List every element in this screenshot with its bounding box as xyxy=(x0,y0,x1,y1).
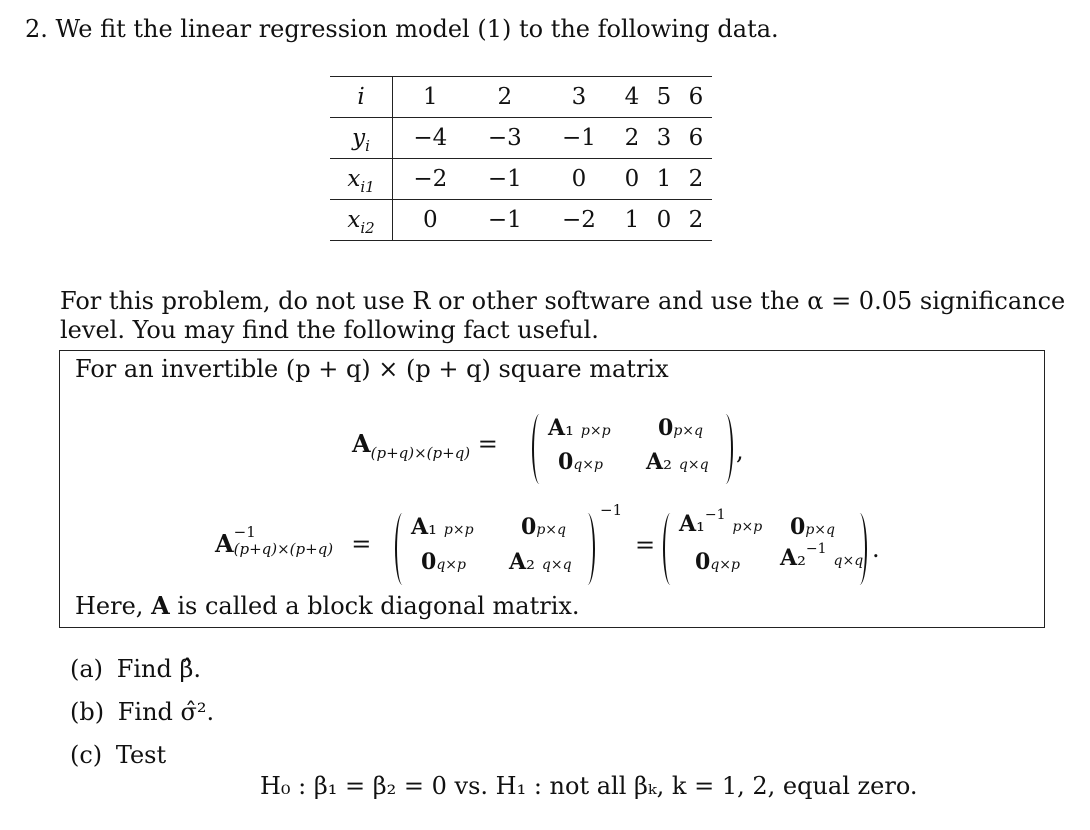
eq2-period: . xyxy=(872,535,880,563)
row-label: i xyxy=(330,77,393,118)
eq1-comma: , xyxy=(736,437,744,465)
part-b-text: Find σ̂². xyxy=(117,698,215,726)
eq2-inverse-exponent: −1 xyxy=(600,501,623,519)
part-a-text: Find β̂. xyxy=(116,655,201,683)
table-cell: 3 xyxy=(656,125,672,151)
eq1-a12: 0p×q xyxy=(658,415,703,441)
part-c-label: (c) xyxy=(70,741,103,769)
table-cell: 5 xyxy=(656,84,672,110)
table-cell: 6 xyxy=(688,125,704,151)
table-cell: 1 xyxy=(624,207,640,233)
table-cell: −3 xyxy=(487,125,522,151)
instruction-line-2: level. You may find the following fact useful. xyxy=(60,316,599,344)
equation-1-lhs: $A_{(p+q)\times(p+q)}$ = xyxy=(352,429,498,462)
table-cell: 2 xyxy=(688,207,704,233)
table-cell: 2 xyxy=(688,166,704,192)
eq2-equals: = xyxy=(635,531,656,559)
eq2-right-paren-1 xyxy=(580,513,595,585)
eq2-b12: 0p×q xyxy=(790,514,835,540)
eq2-left-paren-1 xyxy=(395,513,410,585)
table-cell: 1 xyxy=(423,84,438,110)
table-cell: −1 xyxy=(561,125,596,151)
table-cell: 3 xyxy=(571,84,587,110)
part-c xyxy=(70,741,166,769)
eq1-left-paren xyxy=(532,414,547,484)
table-row xyxy=(330,77,712,118)
table-cell: −1 xyxy=(487,207,522,233)
table-row xyxy=(330,118,712,159)
instruction-line-1: For this problem, do not use R or other software and use the α = 0.05 significance xyxy=(60,287,1066,315)
fact-box xyxy=(59,350,1045,628)
eq1-a21: 0q×p xyxy=(558,449,603,475)
table-cell: 2 xyxy=(497,84,513,110)
row-label: $x_{i2}$ xyxy=(330,200,393,241)
eq2-a12: 0p×q xyxy=(521,514,566,540)
data-table xyxy=(330,76,712,241)
eq2-left-paren-2 xyxy=(663,513,678,585)
eq2-right-paren-2 xyxy=(852,513,867,585)
table-cell: 6 xyxy=(688,84,704,110)
fact-closing: Here, A is called a block diagonal matrix. xyxy=(75,591,580,620)
part-c-text: Test xyxy=(115,741,167,769)
row-label: $x_{i1}$ xyxy=(330,159,393,200)
table-cell: −2 xyxy=(561,207,596,233)
row-label: $y_i$ xyxy=(330,118,393,159)
eq1-a11: A₁ p×p xyxy=(548,415,611,441)
eq2-b21: 0q×p xyxy=(695,549,740,575)
table-cell: −4 xyxy=(413,125,448,151)
table-cell: 0 xyxy=(423,207,438,233)
table-cell: −1 xyxy=(487,166,522,192)
eq2-a21: 0q×p xyxy=(421,549,466,575)
table-cell: 0 xyxy=(624,166,640,192)
part-a-label: (a) xyxy=(70,655,104,683)
table-cell: −2 xyxy=(413,166,448,192)
part-b xyxy=(70,698,214,726)
table-row xyxy=(330,200,712,241)
equation-2-lhs: A −1 (p+q)×(p+q) = xyxy=(215,523,372,558)
table-row xyxy=(330,159,712,200)
table-cell: 4 xyxy=(624,84,640,110)
problem-heading: 2. We fit the linear regression model (1) to the following data. xyxy=(25,15,779,43)
part-a xyxy=(70,655,201,683)
eq2-a22: A₂ q×q xyxy=(509,549,572,575)
hypothesis: H₀ : β₁ = β₂ = 0 vs. H₁ : not all βₖ, k = 1, 2, equal zero. xyxy=(260,772,918,800)
table-cell: 2 xyxy=(624,125,640,151)
fact-intro: For an invertible (p + q) × (p + q) square matrix xyxy=(75,355,669,383)
eq2-a11: A₁ p×p xyxy=(411,514,474,540)
table-cell: 0 xyxy=(571,166,587,192)
eq1-a22: A₂ q×q xyxy=(646,449,709,475)
eq2-b11: A₁$^{-1}$ p×p xyxy=(679,507,763,537)
eq1-right-paren xyxy=(718,414,733,484)
part-b-label: (b) xyxy=(70,698,105,726)
table-cell: 1 xyxy=(656,166,672,192)
eq2-b22: A₂$^{-1}$ q×q xyxy=(780,541,864,571)
table-cell: 0 xyxy=(656,207,672,233)
